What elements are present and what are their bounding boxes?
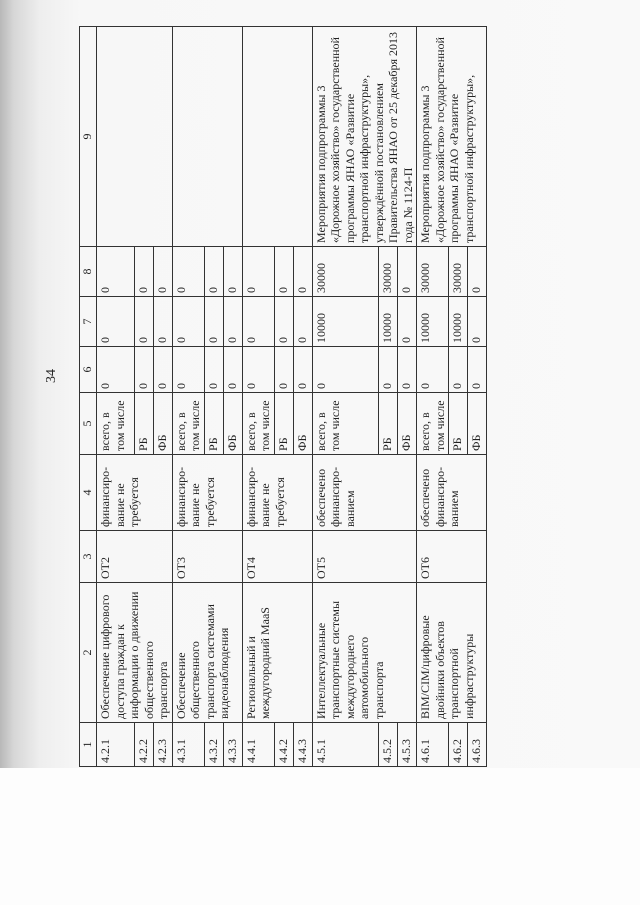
- value-col-7: 10000: [417, 297, 449, 347]
- value-col-7: 10000: [379, 297, 398, 347]
- value-col-6: 0: [417, 347, 449, 393]
- measure-id: ОТ5: [312, 531, 417, 583]
- table-row: [417, 27, 449, 767]
- note: [242, 27, 312, 247]
- value-col-6: 0: [379, 347, 398, 393]
- row-code: 4.6.3: [468, 723, 487, 767]
- financing-status: финансиро-вание не требуется: [97, 455, 173, 531]
- table-row: [242, 27, 274, 767]
- funding-source: всего, в том числе: [312, 393, 379, 455]
- value-col-8: 0: [223, 247, 242, 297]
- funding-source: ФБ: [468, 393, 487, 455]
- header-col-2: 2: [80, 583, 97, 723]
- header-col-9: 9: [80, 27, 97, 247]
- measure-id: ОТ3: [172, 531, 242, 583]
- measure-name: BIM/CIM/цифровые двойники объектов транспортной инфраструктуры: [417, 583, 487, 723]
- value-col-8: 0: [172, 247, 204, 297]
- row-code: 4.5.1: [312, 723, 379, 767]
- value-col-8: 0: [204, 247, 223, 297]
- row-code: 4.3.2: [204, 723, 223, 767]
- value-col-7: 0: [223, 297, 242, 347]
- financing-status: обеспечено финансиро-ванием: [312, 455, 417, 531]
- measure-id: ОТ4: [242, 531, 312, 583]
- page-number: 34: [44, 369, 59, 383]
- header-col-6: 6: [80, 347, 97, 393]
- value-col-6: 0: [468, 347, 487, 393]
- row-code: 4.2.2: [134, 723, 153, 767]
- row-code: 4.4.2: [274, 723, 293, 767]
- row-code: 4.6.2: [449, 723, 468, 767]
- value-col-6: 0: [134, 347, 153, 393]
- value-col-6: 0: [293, 347, 312, 393]
- measure-name: Обеспечение общественного транспорта системами видеонаблюдения: [172, 583, 242, 723]
- funding-source: всего, в том числе: [417, 393, 449, 455]
- header-col-4: 4: [80, 455, 97, 531]
- funding-source: всего, в том числе: [172, 393, 204, 455]
- value-col-6: 0: [223, 347, 242, 393]
- funding-source: ФБ: [153, 393, 172, 455]
- note: [172, 27, 242, 247]
- row-code: 4.4.1: [242, 723, 274, 767]
- row-code: 4.5.3: [398, 723, 417, 767]
- header-col-5: 5: [80, 393, 97, 455]
- value-col-8: 0: [274, 247, 293, 297]
- value-col-8: 30000: [449, 247, 468, 297]
- value-col-6: 0: [172, 347, 204, 393]
- funding-source: РБ: [204, 393, 223, 455]
- measure-id: ОТ6: [417, 531, 487, 583]
- funding-source: ФБ: [398, 393, 417, 455]
- value-col-7: 0: [274, 297, 293, 347]
- funding-source: РБ: [274, 393, 293, 455]
- value-col-6: 0: [242, 347, 274, 393]
- measure-name: Региональный и междугородний MaaS: [242, 583, 312, 723]
- funding-source: РБ: [449, 393, 468, 455]
- row-code: 4.3.1: [172, 723, 204, 767]
- value-col-6: 0: [312, 347, 379, 393]
- funding-source: ФБ: [223, 393, 242, 455]
- row-code: 4.2.3: [153, 723, 172, 767]
- value-col-6: 0: [97, 347, 135, 393]
- table-row: [97, 27, 135, 767]
- value-col-6: 0: [153, 347, 172, 393]
- value-col-7: 0: [204, 297, 223, 347]
- measures-table: [79, 26, 487, 767]
- value-col-8: 0: [468, 247, 487, 297]
- funding-source: РБ: [379, 393, 398, 455]
- value-col-7: 0: [398, 297, 417, 347]
- funding-source: всего, в том числе: [97, 393, 135, 455]
- measure-name: Обеспечение цифрового доступа граждан к информации о движении общественного транспорта: [97, 583, 173, 723]
- row-code: 4.2.1: [97, 723, 135, 767]
- value-col-8: 0: [134, 247, 153, 297]
- value-col-8: 30000: [379, 247, 398, 297]
- financing-status: финансиро-вание не требуется: [242, 455, 312, 531]
- table-row: [312, 27, 379, 767]
- measure-id: ОТ2: [97, 531, 173, 583]
- row-code: 4.6.1: [417, 723, 449, 767]
- note: Мероприятия подпрограммы 3 «Дорожное хозяйство» государственной программы ЯНАО «Развитие транспортной инфраструктуры», утверждённой постановлением Правительства ЯНАО от 25 декабря 2013 года № 1124-П: [312, 27, 417, 247]
- value-col-6: 0: [204, 347, 223, 393]
- value-col-8: 0: [293, 247, 312, 297]
- page-bottom-margin: [0, 768, 640, 905]
- value-col-6: 0: [398, 347, 417, 393]
- value-col-7: 0: [153, 297, 172, 347]
- value-col-8: 0: [242, 247, 274, 297]
- value-col-7: 10000: [449, 297, 468, 347]
- value-col-8: 30000: [417, 247, 449, 297]
- financing-status: обеспечено финансиро-ванием: [417, 455, 487, 531]
- row-code: 4.3.3: [223, 723, 242, 767]
- value-col-7: 0: [242, 297, 274, 347]
- measure-name: Интеллектуальные транспортные системы междугороднего автомобильного транспорта: [312, 583, 417, 723]
- value-col-7: 0: [134, 297, 153, 347]
- value-col-6: 0: [449, 347, 468, 393]
- row-code: 4.4.3: [293, 723, 312, 767]
- value-col-7: 0: [172, 297, 204, 347]
- header-row: [80, 27, 97, 767]
- note: [97, 27, 173, 247]
- value-col-7: 10000: [312, 297, 379, 347]
- funding-source: всего, в том числе: [242, 393, 274, 455]
- header-col-3: 3: [80, 531, 97, 583]
- financing-status: финансиро-вание не требуется: [172, 455, 242, 531]
- row-code: 4.5.2: [379, 723, 398, 767]
- value-col-7: 0: [97, 297, 135, 347]
- value-col-7: 0: [468, 297, 487, 347]
- value-col-8: 30000: [312, 247, 379, 297]
- header-col-8: 8: [80, 247, 97, 297]
- header-col-7: 7: [80, 297, 97, 347]
- header-col-1: 1: [80, 723, 97, 767]
- value-col-8: 0: [398, 247, 417, 297]
- note: Мероприятия подпрограммы 3 «Дорожное хозяйство» государственной программы ЯНАО «Развитие транспортной инфраструктуры»,: [417, 27, 487, 247]
- funding-source: ФБ: [293, 393, 312, 455]
- table-row: [172, 27, 204, 767]
- value-col-8: 0: [153, 247, 172, 297]
- value-col-7: 0: [293, 297, 312, 347]
- funding-source: РБ: [134, 393, 153, 455]
- value-col-8: 0: [97, 247, 135, 297]
- value-col-6: 0: [274, 347, 293, 393]
- rotated-document: [79, 27, 619, 767]
